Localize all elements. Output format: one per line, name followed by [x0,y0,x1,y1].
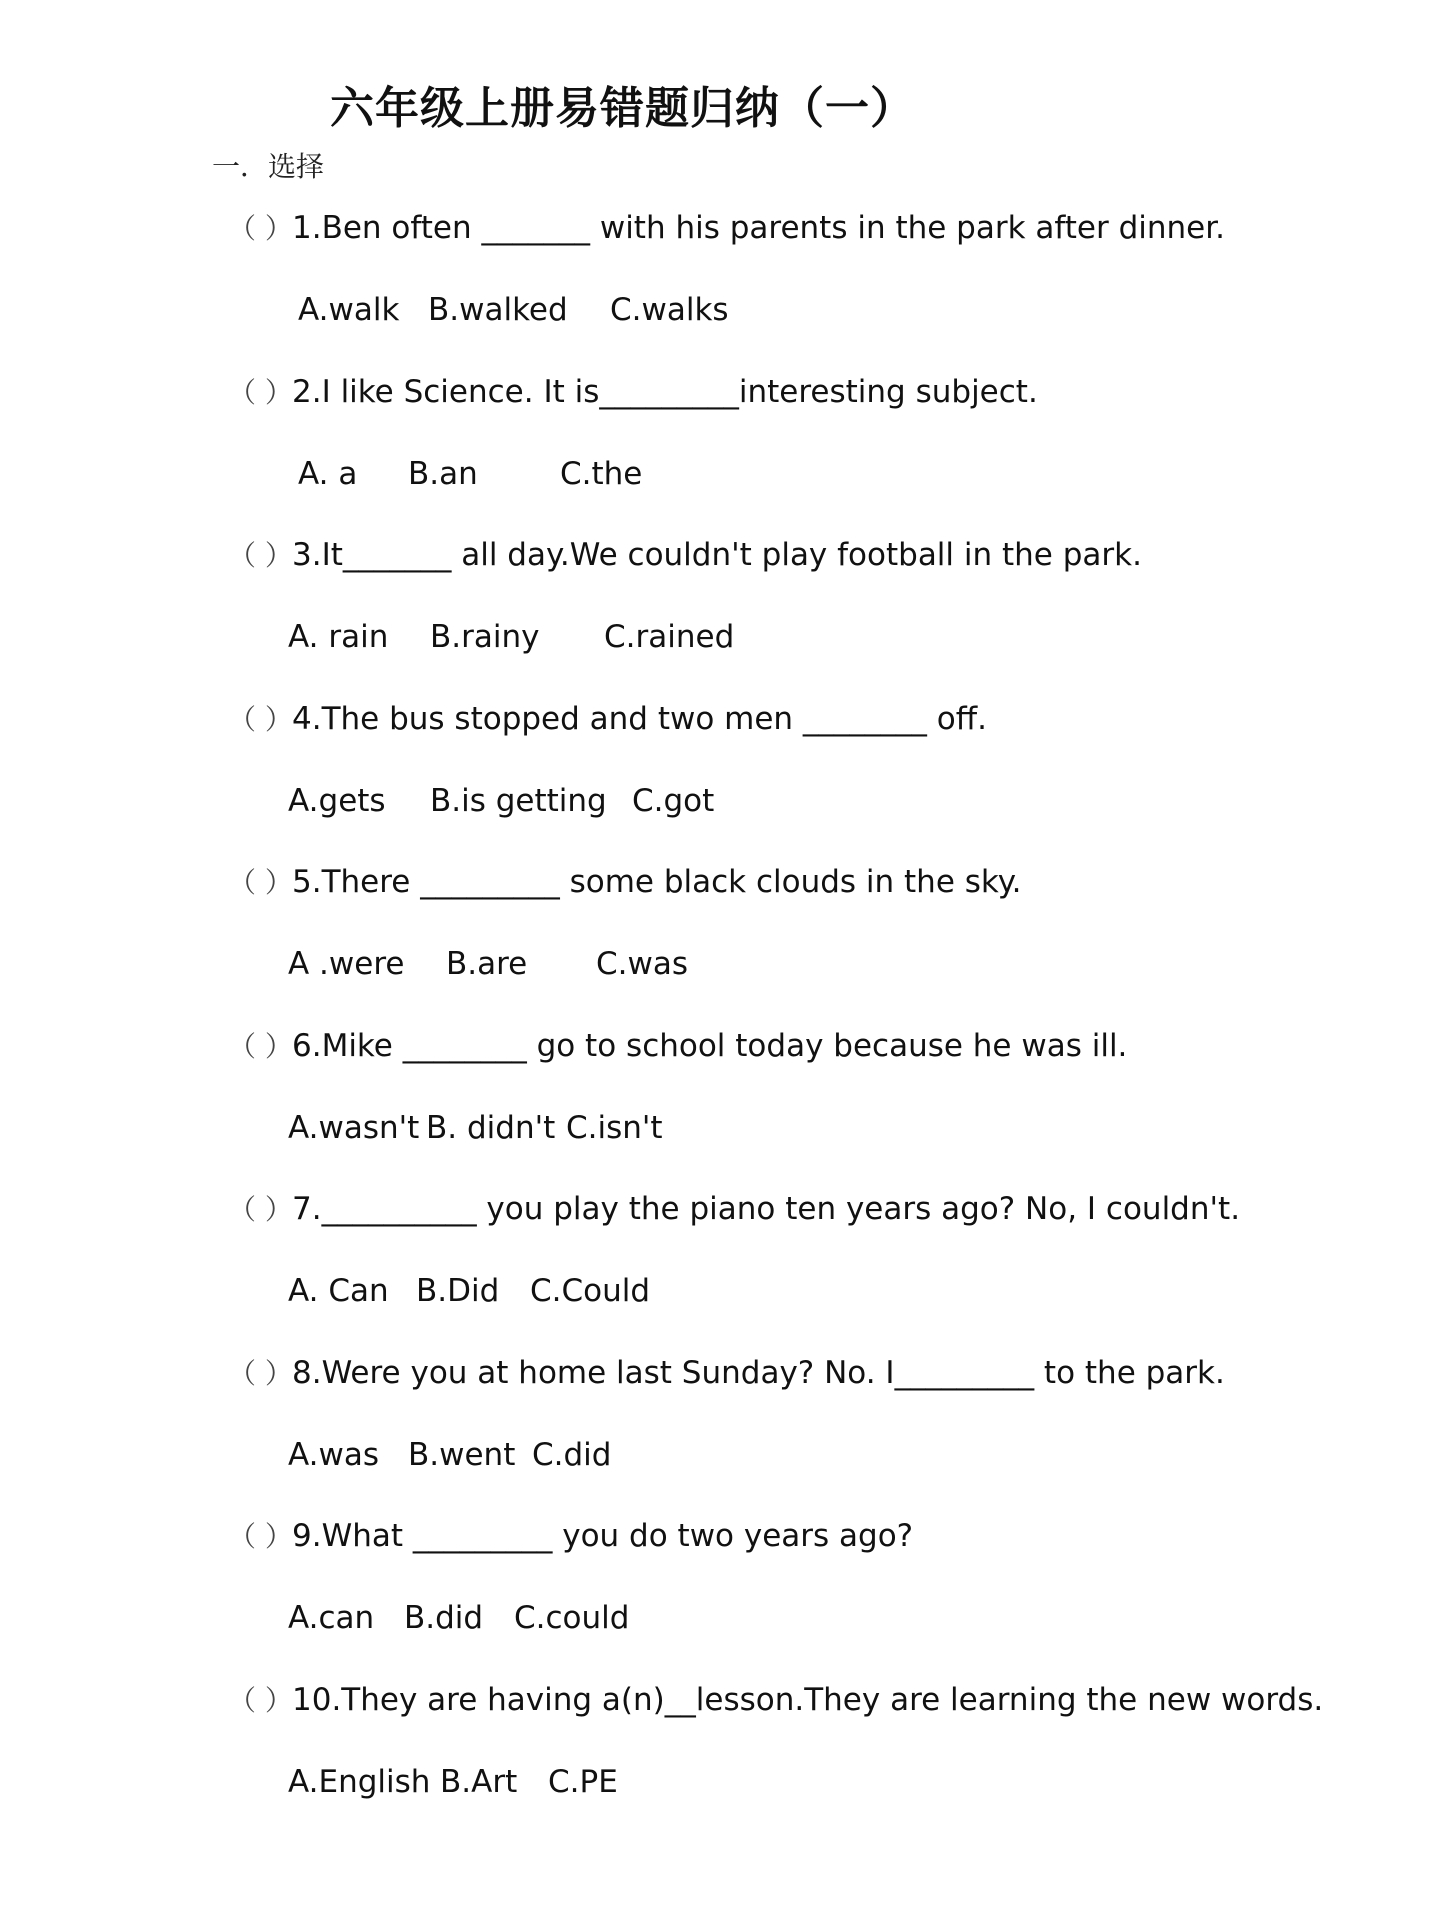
option-c: C.could [514,1600,630,1636]
option-b: B.rainy [430,619,540,655]
options-1 [298,290,729,330]
option-c: C.rained [604,619,735,655]
option-b: B.went [408,1437,516,1473]
option-c: C.did [532,1437,612,1473]
options-8 [288,1435,611,1475]
question-text: 6.Mike ________ go to school today because he was ill. [292,1028,1128,1064]
option-c: C.PE [548,1764,618,1800]
options-2 [298,454,642,494]
option-c: C.walks [610,292,729,328]
question-8 [228,1353,1225,1394]
options-7 [288,1271,650,1311]
worksheet-title: 六年级上册易错题归纳（一） [330,83,915,134]
option-a: A. rain [288,619,389,655]
options-5 [288,944,688,984]
option-b: B.Did [416,1273,500,1309]
question-text: 9.What _________ you do two years ago? [292,1518,914,1554]
option-c: C.got [632,783,715,819]
option-a: A. Can [288,1273,389,1309]
answer-parentheses[interactable]: （ ） [228,703,293,736]
question-text: 1.Ben often _______ with his parents in the park after dinner. [292,210,1226,246]
answer-parentheses[interactable]: （ ） [228,1520,293,1553]
options-4 [288,781,714,821]
option-c: C.Could [530,1273,651,1309]
option-a: A.walk [298,292,400,328]
question-7 [228,1189,1240,1230]
question-text: 10.They are having a(n)__lesson.They are learning the new words. [292,1682,1324,1718]
option-c: C.isn't [566,1110,663,1146]
option-b: B.an [408,456,478,492]
options-10 [288,1762,618,1802]
option-b: B.are [446,946,528,982]
option-b: B.walked [428,292,568,328]
question-2 [228,372,1038,413]
question-4 [228,699,987,740]
question-text: 3.It_______ all day.We couldn't play football in the park. [292,537,1142,573]
question-5 [228,862,1022,903]
option-b: B.Art [440,1764,518,1800]
question-6 [228,1026,1127,1067]
answer-parentheses[interactable]: （ ） [228,539,293,572]
option-b: B. didn't [426,1110,556,1146]
answer-parentheses[interactable]: （ ） [228,1684,293,1717]
option-b: B.did [404,1600,484,1636]
options-9 [288,1598,629,1638]
option-a: A.can [288,1600,375,1636]
answer-parentheses[interactable]: （ ） [228,866,293,899]
options-6 [288,1108,663,1148]
option-a: A.gets [288,783,386,819]
question-text: 4.The bus stopped and two men ________ off. [292,701,987,737]
question-text: 5.There _________ some black clouds in the sky. [292,864,1022,900]
answer-parentheses[interactable]: （ ） [228,1030,293,1063]
question-text: 8.Were you at home last Sunday? No. I_________ to the park. [292,1355,1225,1391]
option-c: C.was [596,946,689,982]
option-a: A .were [288,946,405,982]
answer-parentheses[interactable]: （ ） [228,376,293,409]
option-a: A.English [288,1764,431,1800]
question-text: 7.__________ you play the piano ten years ago? No, I couldn't. [292,1191,1241,1227]
question-1 [228,208,1225,249]
option-a: A. a [298,456,358,492]
answer-parentheses[interactable]: （ ） [228,212,293,245]
question-3 [228,535,1142,576]
answer-parentheses[interactable]: （ ） [228,1357,293,1390]
options-3 [288,617,734,657]
option-c: C.the [560,456,643,492]
answer-parentheses[interactable]: （ ） [228,1193,293,1226]
question-10 [228,1680,1323,1721]
question-text: 2.I like Science. It is_________interesting subject. [292,374,1038,410]
section-label: 一．选择 [212,150,325,183]
option-a: A.wasn't [288,1110,420,1146]
question-9 [228,1516,913,1557]
option-a: A.was [288,1437,380,1473]
option-b: B.is getting [430,783,607,819]
